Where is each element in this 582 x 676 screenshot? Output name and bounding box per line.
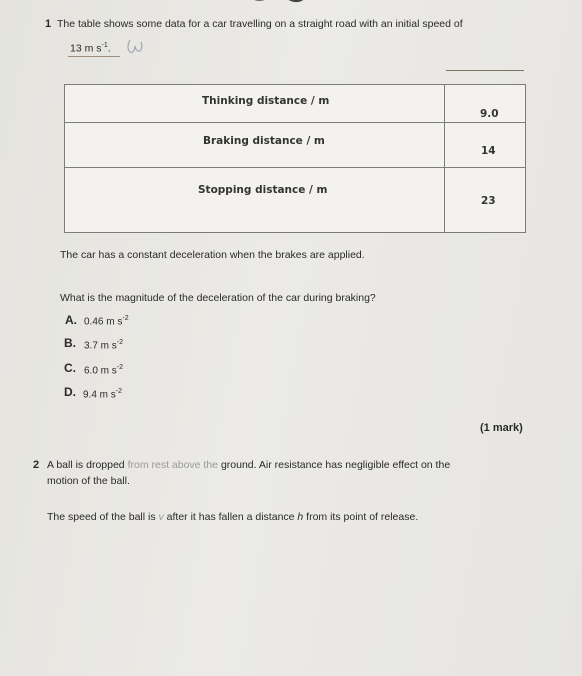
option-a-letter[interactable]: A.	[65, 313, 77, 327]
table-cell-label	[65, 85, 445, 123]
option-c-value[interactable]	[84, 364, 123, 376]
option-d-exponent: -2	[115, 388, 123, 395]
top-edge-scribble-icon	[248, 0, 308, 6]
table-cell-value	[445, 85, 526, 123]
q2-speed-text-a: The speed of the ball is	[47, 511, 159, 523]
table-row	[65, 85, 526, 123]
question-2-line-1	[47, 459, 450, 471]
handwritten-mark-icon	[124, 36, 146, 56]
option-b-letter[interactable]: B.	[64, 336, 76, 350]
stopping-distance-value: 23	[481, 195, 496, 207]
q2-text-c: ground. Air resistance has negligible effect on the	[218, 459, 451, 471]
question-1-prompt: What is the magnitude of the deceleration of the car during braking?	[60, 292, 376, 304]
car-data-table	[64, 84, 526, 233]
option-b-text: 3.7 m s	[84, 340, 117, 352]
initial-speed	[70, 42, 111, 55]
q2-text-faded: from rest above the	[127, 459, 219, 471]
option-c-letter[interactable]: C.	[64, 361, 76, 375]
braking-distance-value: 14	[481, 145, 496, 157]
deceleration-statement: The car has a constant deceleration when the brakes are applied.	[60, 249, 365, 261]
option-a-exponent: -2	[122, 315, 129, 322]
q2-speed-text-c: from its point of release.	[303, 511, 419, 523]
option-d-value[interactable]	[83, 388, 122, 400]
table-row	[65, 123, 526, 168]
speed-underline	[68, 56, 120, 57]
table-cell-value	[445, 123, 526, 168]
option-d-letter[interactable]: D.	[64, 385, 76, 399]
question-2-number: 2	[33, 459, 40, 471]
option-b-value[interactable]	[84, 339, 123, 351]
option-c-text: 6.0 m s	[84, 365, 117, 377]
table-row	[65, 168, 526, 233]
q2-distance-symbol: h	[297, 511, 304, 523]
q2-speed-symbol: v	[158, 511, 164, 523]
initial-speed-value: 13 m s	[70, 42, 102, 55]
braking-distance-label: Braking distance / m	[203, 135, 325, 147]
q2-speed-text-b: after it has fallen a distance	[163, 511, 298, 523]
question-2-line-3	[47, 511, 418, 523]
initial-speed-underline	[446, 70, 524, 71]
question-2-line-2: motion of the ball.	[47, 475, 130, 487]
option-b-exponent: -2	[116, 339, 124, 346]
mark-allocation: (1 mark)	[480, 422, 523, 434]
question-1-number: 1	[45, 18, 52, 30]
table-cell-label	[65, 123, 445, 168]
thinking-distance-label: Thinking distance / m	[202, 95, 330, 107]
initial-speed-suffix: .	[107, 42, 111, 55]
option-d-text: 9.4 m s	[83, 389, 116, 401]
thinking-distance-value: 9.0	[480, 108, 499, 120]
q2-text-a: A ball is dropped	[47, 459, 128, 471]
stopping-distance-label: Stopping distance / m	[198, 184, 328, 196]
question-1-text: The table shows some data for a car travelling on a straight road with an initial speed of	[57, 18, 463, 30]
option-c-exponent: -2	[116, 364, 124, 371]
table-cell-value	[445, 168, 526, 233]
initial-speed-exponent: -1	[101, 42, 108, 49]
option-a-text: 0.46 m s	[84, 316, 123, 328]
option-a-value[interactable]	[84, 315, 129, 327]
table-cell-label	[65, 168, 445, 233]
